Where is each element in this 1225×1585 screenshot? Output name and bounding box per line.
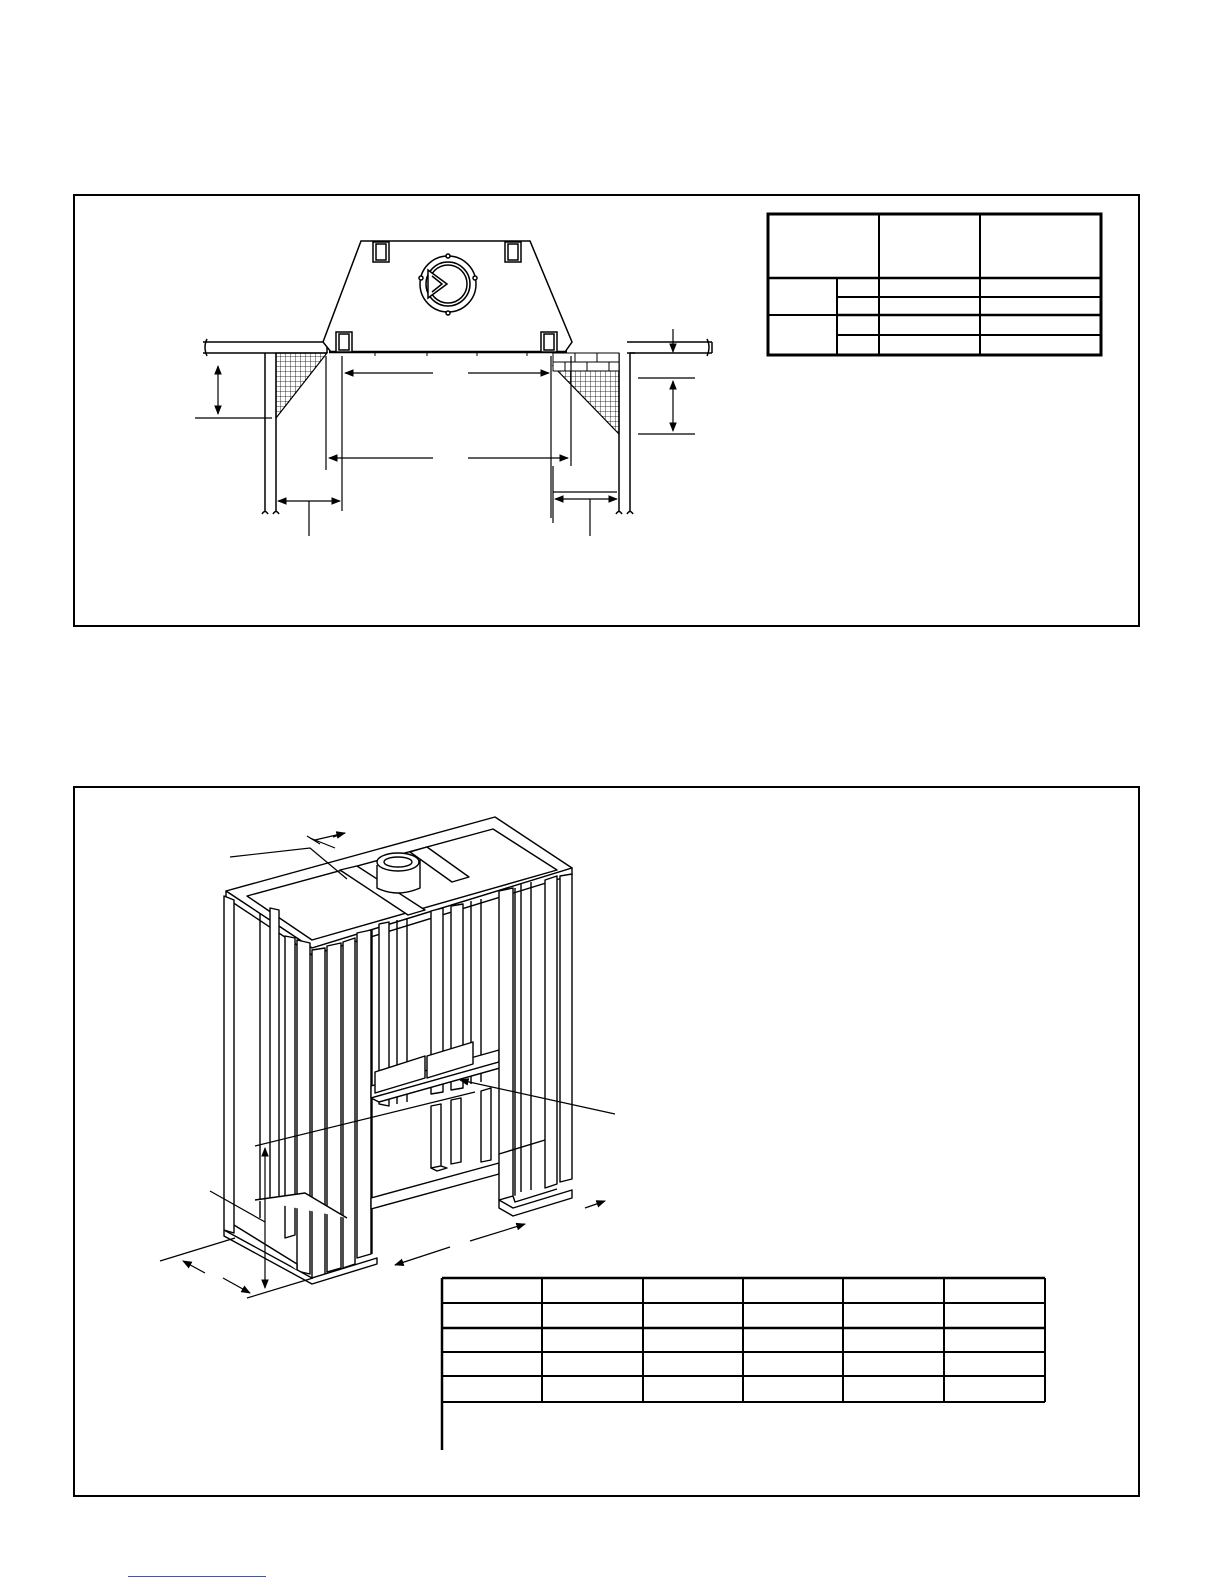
dimension-lines xyxy=(195,329,695,536)
dimensions-table xyxy=(768,214,1101,355)
fireplace-unit xyxy=(323,241,572,356)
footer-link-underline[interactable] xyxy=(128,1576,266,1577)
plan-view-panel xyxy=(73,194,1140,627)
hatch-left xyxy=(276,353,327,418)
plan-view-diagram xyxy=(75,196,1142,629)
framing-panel xyxy=(73,786,1140,1497)
brick-facing xyxy=(553,353,619,371)
framing-diagram xyxy=(75,788,1142,1499)
framing-structure xyxy=(224,817,572,1284)
framing-table xyxy=(442,1278,1045,1450)
hatch-right xyxy=(553,366,619,434)
